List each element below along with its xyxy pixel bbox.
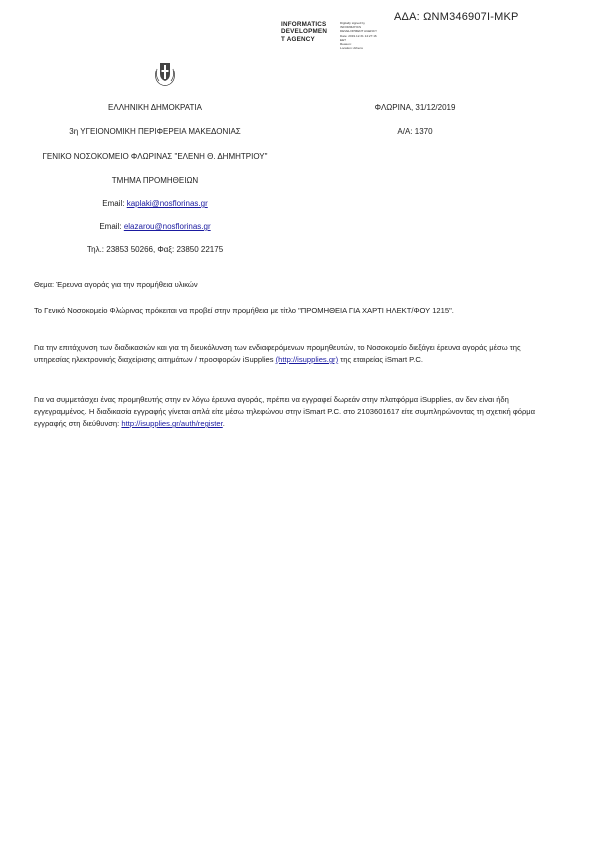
hospital-heading: ΓΕΝΙΚΟ ΝΟΣΟΚΟΜΕΙΟ ΦΛΩΡΙΝΑΣ "ΕΛΕΝΗ Θ. ΔΗΜΗΤΡΙΟΥ" bbox=[42, 152, 268, 161]
paragraph-2 bbox=[34, 342, 554, 366]
stamp-detail-line: INFORMATICS bbox=[340, 25, 362, 30]
place-date: ΦΛΩΡΙΝΑ, 31/12/2019 bbox=[374, 103, 456, 112]
country-heading: ΕΛΛΗΝΙΚΗ ΔΗΜΟΚΡΑΤΙΑ bbox=[108, 103, 202, 112]
department-heading: ΤΜΗΜΑ ΠΡΟΜΗΘΕΙΩΝ bbox=[111, 176, 199, 185]
isupplies-link[interactable]: (http://isupplies.gr) bbox=[275, 355, 339, 364]
subject-line: Θεμα: Έρευνα αγοράς για την προμήθεια υλικών bbox=[34, 280, 198, 289]
paragraph-3-tail: . bbox=[222, 419, 225, 428]
email-link-kaplaki[interactable]: kaplaki@nosflorinas.gr bbox=[126, 199, 208, 208]
paragraph-3-text: Για να συμμετάσχει ένας προμηθευτής στην εν λόγω έρευνα αγοράς, πρέπει να εγγραφεί δωρεάν στην πλατφόρμα iSupplies, αν δεν είναι ήδη εγγεγραμμένος. Η διαδικασία εγγραφής γίνεται απλά είτε μέσω τηλεφώνου στην iSmart P.C. στο 2103601617 είτε συμπληρώνοντας τη σχετική φόρμα εγγραφής στη διεύθυνση: bbox=[34, 395, 536, 428]
stamp-line: T AGENCY bbox=[281, 35, 315, 43]
email-label: Email: bbox=[99, 222, 122, 231]
paragraph-2-tail: της εταιρείας iSmart P.C. bbox=[338, 355, 423, 364]
stamp-org-name bbox=[281, 21, 327, 43]
ada-number: ΑΔΑ: ΩΝΜ346907Ι-ΜΚΡ bbox=[394, 11, 519, 23]
email-line-2 bbox=[20, 222, 290, 231]
stamp-detail-line: DEVELOPMENT AGENCY bbox=[340, 29, 378, 34]
stamp-detail-line: Date: 2019.12.31 14:27:16 bbox=[340, 33, 377, 38]
stamp-line: INFORMATICS bbox=[281, 21, 327, 28]
paragraph-3 bbox=[34, 394, 554, 430]
email-line-1 bbox=[20, 199, 290, 208]
email-label: Email: bbox=[102, 199, 125, 208]
stamp-detail-line: Location: Athens bbox=[340, 46, 363, 51]
stamp-details bbox=[340, 21, 377, 50]
paragraph-1-text: Το Γενικό Νοσοκομείο Φλώρινας πρόκειται να προβεί στην προμήθεια με τίτλο "ΠΡΟΜΗΘΕΙΑ ΓΙΑ ΧΑΡΤΙ ΗΛΕΚΤ/ΦΟΥ 1215". bbox=[34, 306, 454, 315]
register-link[interactable]: http://isupplies.gr/auth/register bbox=[121, 419, 223, 428]
paragraph-1 bbox=[34, 305, 554, 317]
digital-signature-stamp bbox=[281, 21, 406, 49]
region-heading: 3η ΥΓΕΙΟΝΟΜΙΚΗ ΠΕΡΙΦΕΡΕΙΑ ΜΑΚΕΔΟΝΙΑΣ bbox=[69, 127, 241, 136]
email-link-elazarou[interactable]: elazarou@nosflorinas.gr bbox=[123, 222, 211, 231]
stamp-line: DEVELOPMEN bbox=[281, 28, 328, 36]
paragraph-2-text: Για την επιτάχυνση των διαδικασιών και για τη διευκόλυνση των ενδιαφερόμενων προμηθευτών, το Νοσοκομείο διεξάγει έρευνα αγοράς μέσω της υπηρεσίας ηλεκτρονικής διαχείρισης αιτημάτων / προσφορών iSupplies bbox=[34, 343, 521, 364]
stamp-detail-line: Reason: bbox=[340, 42, 352, 47]
protocol-number: Α/Α: 1370 bbox=[397, 127, 433, 136]
greek-coat-of-arms-icon bbox=[150, 58, 180, 88]
stamp-detail-line: Digitally signed by bbox=[340, 21, 365, 25]
phone-fax-line: Τηλ.: 23853 50266, Φαξ: 23850 22175 bbox=[86, 245, 224, 254]
stamp-detail-line: EET bbox=[340, 37, 347, 42]
